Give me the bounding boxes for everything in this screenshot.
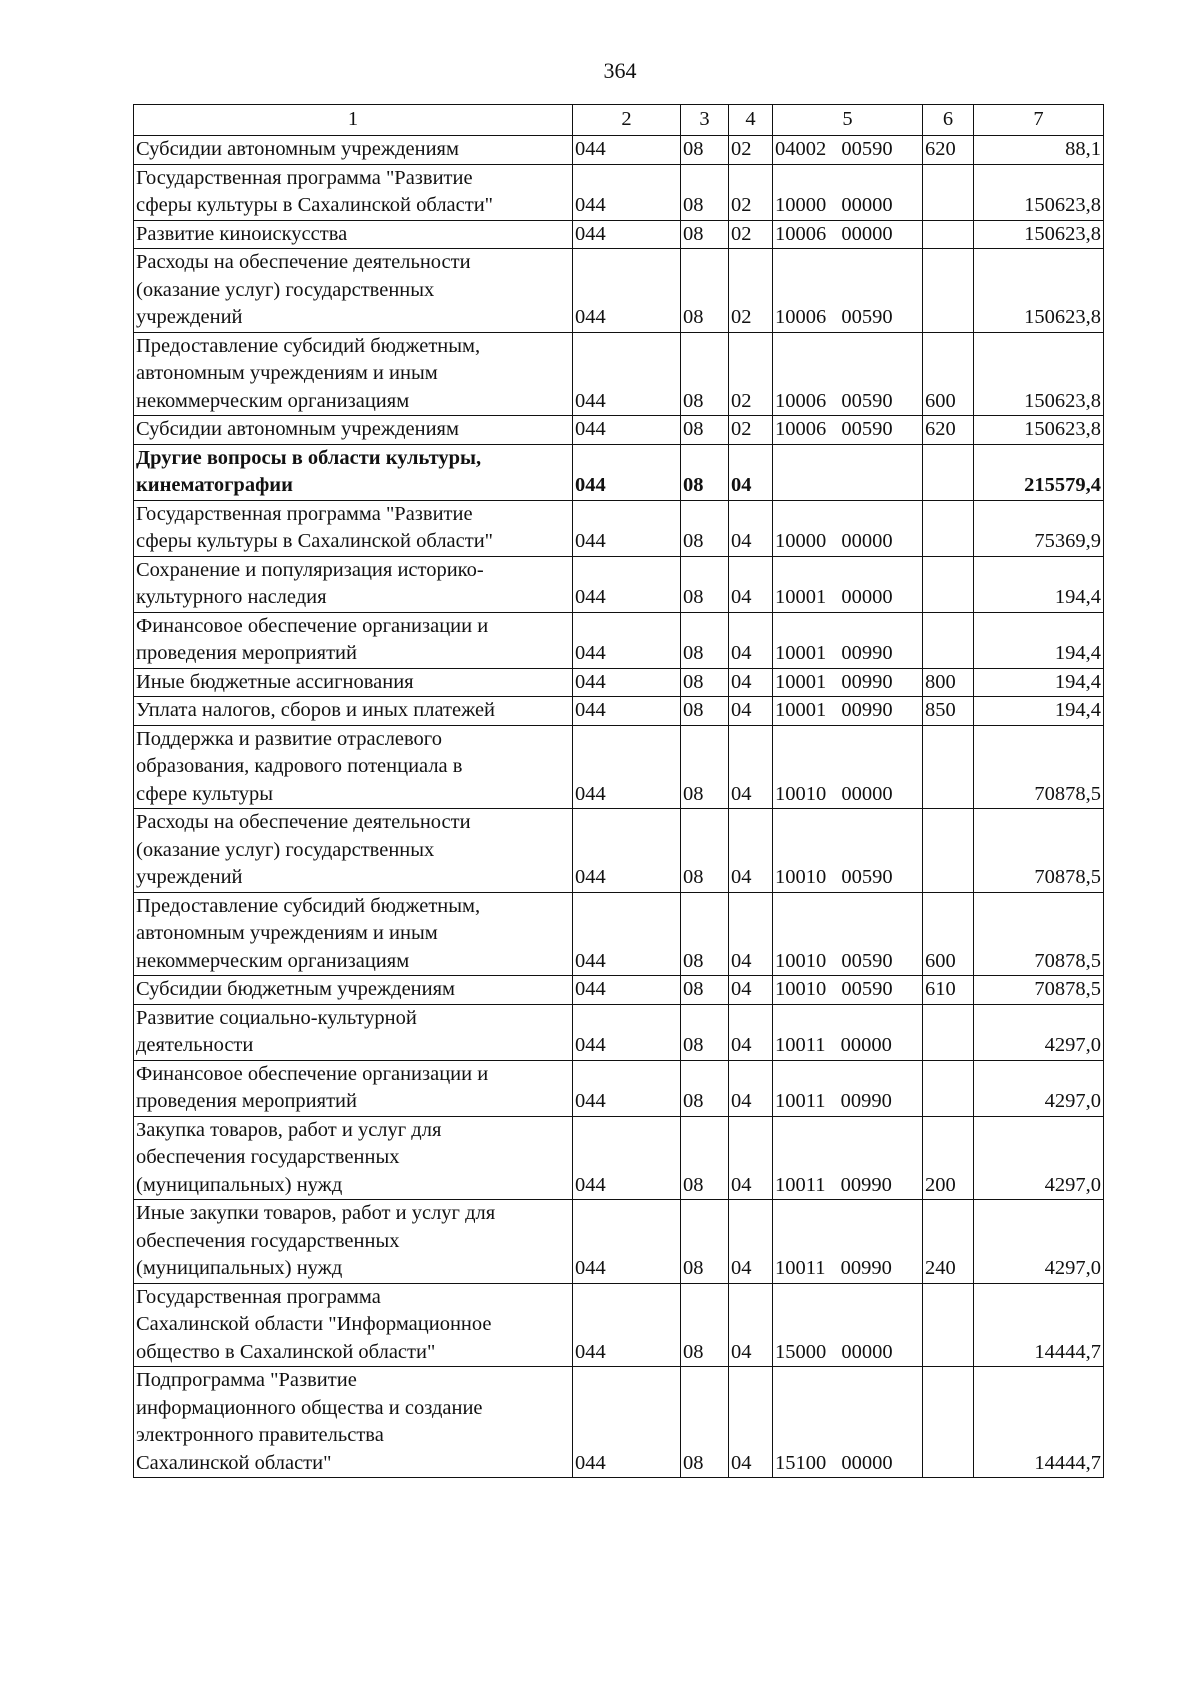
section-code-cell: 08	[681, 1283, 729, 1367]
section-code-cell: 08	[681, 1367, 729, 1478]
amount-cell: 4297,0	[974, 1116, 1104, 1200]
section-code-cell: 08	[681, 556, 729, 612]
target-article-cell: 10010 00000	[773, 725, 923, 809]
ministry-code-cell: 044	[573, 1116, 681, 1200]
subsection-code-cell: 04	[729, 976, 773, 1005]
item-name-cell	[134, 556, 573, 612]
section-code-cell: 08	[681, 976, 729, 1005]
item-name-line: Сахалинской области "Информационное	[136, 1313, 492, 1335]
amount-cell: 150623,8	[974, 249, 1104, 333]
expense-type-cell: 620	[923, 416, 974, 445]
item-name-line: (оказание услуг) государственных	[136, 838, 435, 861]
amount-cell: 14444,7	[974, 1367, 1104, 1478]
expense-type-cell	[923, 164, 974, 220]
expense-type-cell: 240	[923, 1200, 974, 1284]
table-row	[134, 1060, 1104, 1116]
item-name-cell	[134, 1200, 573, 1284]
item-name-line: Государственная программа	[136, 1285, 381, 1308]
subsection-code-cell: 04	[729, 556, 773, 612]
item-name-line: Развитие социально-культурной	[136, 1006, 417, 1029]
table-row	[134, 725, 1104, 809]
subsection-code-cell: 02	[729, 220, 773, 249]
item-name-line: Развитие киноискусства	[136, 222, 348, 245]
item-name-line: автономным учреждениям и иным	[136, 362, 438, 384]
expense-type-cell	[923, 500, 974, 556]
target-article-cell	[773, 444, 923, 500]
item-name-line: обеспечения государственных	[136, 1229, 400, 1252]
expense-type-cell	[923, 220, 974, 249]
expense-type-cell	[923, 444, 974, 500]
amount-cell: 150623,8	[974, 416, 1104, 445]
ministry-code-cell: 044	[573, 220, 681, 249]
amount-cell: 215579,4	[974, 444, 1104, 500]
ministry-code-cell: 044	[573, 809, 681, 893]
target-article-cell: 10001 00990	[773, 612, 923, 668]
expense-type-cell: 610	[923, 976, 974, 1005]
target-article-cell: 10001 00000	[773, 556, 923, 612]
item-name-line: электронного правительства	[136, 1424, 384, 1446]
table-row	[134, 976, 1104, 1005]
amount-cell: 70878,5	[974, 725, 1104, 809]
subsection-code-cell: 04	[729, 1367, 773, 1478]
item-name-line: Предоставление субсидий бюджетным,	[136, 334, 481, 357]
item-name-line: Поддержка и развитие отраслевого	[136, 727, 442, 750]
table-row	[134, 332, 1104, 416]
ministry-code-cell: 044	[573, 1060, 681, 1116]
target-article-cell: 10011 00990	[773, 1200, 923, 1284]
subsection-code-cell: 04	[729, 1060, 773, 1116]
table-row	[134, 220, 1104, 249]
section-code-cell: 08	[681, 1116, 729, 1200]
subsection-code-cell: 04	[729, 668, 773, 697]
target-article-cell: 15100 00000	[773, 1367, 923, 1478]
amount-cell: 75369,9	[974, 500, 1104, 556]
section-code-cell: 08	[681, 668, 729, 697]
section-code-cell: 08	[681, 1200, 729, 1284]
item-name-cell	[134, 136, 573, 165]
item-name-line: Иные закупки товаров, работ и услуг для	[136, 1202, 496, 1224]
expense-type-cell: 620	[923, 136, 974, 165]
ministry-code-cell: 044	[573, 1200, 681, 1284]
amount-cell: 150623,8	[974, 164, 1104, 220]
amount-cell: 70878,5	[974, 892, 1104, 976]
subsection-code-cell: 04	[729, 697, 773, 726]
budget-table	[133, 104, 1104, 1478]
column-header: 6	[923, 105, 974, 136]
expense-type-cell	[923, 1060, 974, 1116]
expense-type-cell	[923, 612, 974, 668]
expense-type-cell	[923, 1004, 974, 1060]
item-name-cell	[134, 1116, 573, 1200]
item-name-line: деятельности	[136, 1034, 254, 1056]
ministry-code-cell: 044	[573, 249, 681, 333]
target-article-cell: 10010 00590	[773, 976, 923, 1005]
amount-cell: 150623,8	[974, 220, 1104, 249]
item-name-cell	[134, 1367, 573, 1478]
table-row	[134, 1116, 1104, 1200]
item-name-line: кинематографии	[136, 474, 293, 496]
target-article-cell: 10010 00590	[773, 809, 923, 893]
column-header: 7	[974, 105, 1104, 136]
item-name-line: Уплата налогов, сборов и иных платежей	[136, 699, 496, 721]
ministry-code-cell: 044	[573, 892, 681, 976]
item-name-line: Государственная программа "Развитие	[136, 166, 473, 189]
expense-type-cell	[923, 809, 974, 893]
section-code-cell: 08	[681, 1004, 729, 1060]
ministry-code-cell: 044	[573, 416, 681, 445]
target-article-cell: 10006 00590	[773, 249, 923, 333]
target-article-cell: 15000 00000	[773, 1283, 923, 1367]
item-name-line: Финансовое обеспечение организации и	[136, 1062, 489, 1085]
table-row	[134, 416, 1104, 445]
subsection-code-cell: 04	[729, 500, 773, 556]
column-header: 5	[773, 105, 923, 136]
section-code-cell: 08	[681, 136, 729, 165]
table-row	[134, 1283, 1104, 1367]
target-article-cell: 10011 00990	[773, 1116, 923, 1200]
subsection-code-cell: 02	[729, 249, 773, 333]
item-name-line: Субсидии бюджетным учреждениям	[136, 978, 456, 1000]
item-name-cell	[134, 220, 573, 249]
item-name-cell	[134, 1060, 573, 1116]
item-name-line: (муниципальных) нужд	[136, 1173, 343, 1196]
target-article-cell: 10000 00000	[773, 164, 923, 220]
table-row	[134, 809, 1104, 893]
column-header: 2	[573, 105, 681, 136]
subsection-code-cell: 02	[729, 332, 773, 416]
target-article-cell: 10006 00590	[773, 332, 923, 416]
expense-type-cell: 800	[923, 668, 974, 697]
subsection-code-cell: 04	[729, 444, 773, 500]
item-name-cell	[134, 332, 573, 416]
item-name-cell	[134, 892, 573, 976]
item-name-cell	[134, 809, 573, 893]
item-name-cell	[134, 612, 573, 668]
expense-type-cell	[923, 725, 974, 809]
ministry-code-cell: 044	[573, 976, 681, 1005]
item-name-line: Субсидии автономным учреждениям	[136, 418, 459, 440]
target-article-cell: 10000 00000	[773, 500, 923, 556]
item-name-line: Закупка товаров, работ и услуг для	[136, 1118, 442, 1141]
item-name-line: сферы культуры в Сахалинской области"	[136, 530, 494, 552]
subsection-code-cell: 04	[729, 612, 773, 668]
column-number-header-row	[134, 105, 1104, 136]
item-name-line: проведения мероприятий	[136, 642, 357, 664]
item-name-line: Сохранение и популяризация историко-	[136, 558, 484, 581]
item-name-cell	[134, 1004, 573, 1060]
item-name-line: автономным учреждениям и иным	[136, 922, 438, 944]
item-name-cell	[134, 976, 573, 1005]
section-code-cell: 08	[681, 612, 729, 668]
subsection-code-cell: 04	[729, 1004, 773, 1060]
amount-cell: 194,4	[974, 697, 1104, 726]
item-name-cell	[134, 697, 573, 726]
section-code-cell: 08	[681, 249, 729, 333]
table-row	[134, 164, 1104, 220]
amount-cell: 14444,7	[974, 1283, 1104, 1367]
item-name-line: Субсидии автономным учреждениям	[136, 138, 459, 160]
table-row	[134, 697, 1104, 726]
target-article-cell: 10010 00590	[773, 892, 923, 976]
table-row	[134, 556, 1104, 612]
ministry-code-cell: 044	[573, 1004, 681, 1060]
table-row	[134, 612, 1104, 668]
item-name-line: проведения мероприятий	[136, 1090, 357, 1112]
item-name-line: некоммерческим организациям	[136, 949, 410, 972]
item-name-line: Расходы на обеспечение деятельности	[136, 811, 471, 833]
expense-type-cell: 600	[923, 892, 974, 976]
item-name-cell	[134, 668, 573, 697]
section-code-cell: 08	[681, 164, 729, 220]
expense-type-cell	[923, 249, 974, 333]
item-name-line: сферы культуры в Сахалинской области"	[136, 194, 494, 216]
section-code-cell: 08	[681, 444, 729, 500]
amount-cell: 70878,5	[974, 809, 1104, 893]
subsection-code-cell: 04	[729, 809, 773, 893]
item-name-cell	[134, 1283, 573, 1367]
ministry-code-cell: 044	[573, 332, 681, 416]
section-code-cell: 08	[681, 416, 729, 445]
item-name-line: Государственная программа "Развитие	[136, 502, 473, 525]
subsection-code-cell: 04	[729, 725, 773, 809]
subsection-code-cell: 04	[729, 1116, 773, 1200]
item-name-line: Финансовое обеспечение организации и	[136, 614, 489, 637]
expense-type-cell: 850	[923, 697, 974, 726]
section-code-cell: 08	[681, 220, 729, 249]
section-code-cell: 08	[681, 332, 729, 416]
item-name-line: (муниципальных) нужд	[136, 1257, 343, 1279]
subsection-code-cell: 02	[729, 164, 773, 220]
item-name-line: культурного наследия	[136, 586, 327, 608]
item-name-line: Расходы на обеспечение деятельности	[136, 251, 471, 273]
item-name-cell	[134, 249, 573, 333]
section-code-cell: 08	[681, 1060, 729, 1116]
expense-type-cell	[923, 1283, 974, 1367]
item-name-line: некоммерческим организациям	[136, 389, 410, 412]
subsection-code-cell: 02	[729, 416, 773, 445]
ministry-code-cell: 044	[573, 697, 681, 726]
subsection-code-cell: 04	[729, 1200, 773, 1284]
amount-cell: 150623,8	[974, 332, 1104, 416]
section-code-cell: 08	[681, 809, 729, 893]
ministry-code-cell: 044	[573, 612, 681, 668]
expense-type-cell: 600	[923, 332, 974, 416]
subsection-code-cell: 04	[729, 1283, 773, 1367]
ministry-code-cell: 044	[573, 556, 681, 612]
ministry-code-cell: 044	[573, 668, 681, 697]
page-number: 364	[603, 58, 637, 83]
target-article-cell: 10006 00000	[773, 220, 923, 249]
table-row	[134, 1367, 1104, 1478]
expense-type-cell	[923, 556, 974, 612]
item-name-line: учреждений	[136, 306, 243, 328]
expense-type-cell	[923, 1367, 974, 1478]
target-article-cell: 10011 00000	[773, 1004, 923, 1060]
item-name-line: Подпрограмма "Развитие	[136, 1369, 357, 1391]
section-code-cell: 08	[681, 697, 729, 726]
table-row	[134, 136, 1104, 165]
target-article-cell: 10001 00990	[773, 668, 923, 697]
item-name-cell	[134, 416, 573, 445]
table-row	[134, 892, 1104, 976]
subsection-code-cell: 02	[729, 136, 773, 165]
item-name-cell	[134, 164, 573, 220]
ministry-code-cell: 044	[573, 500, 681, 556]
table-row	[134, 1200, 1104, 1284]
item-name-line: Иные бюджетные ассигнования	[136, 670, 414, 693]
ministry-code-cell: 044	[573, 164, 681, 220]
ministry-code-cell: 044	[573, 444, 681, 500]
amount-cell: 4297,0	[974, 1060, 1104, 1116]
item-name-line: обеспечения государственных	[136, 1146, 400, 1168]
amount-cell: 4297,0	[974, 1004, 1104, 1060]
ministry-code-cell: 044	[573, 725, 681, 809]
item-name-line: (оказание услуг) государственных	[136, 278, 435, 301]
item-name-line: информационного общества и создание	[136, 1396, 483, 1419]
column-header: 4	[729, 105, 773, 136]
item-name-line: Сахалинской области"	[136, 1451, 332, 1474]
table-row	[134, 249, 1104, 333]
table-row	[134, 668, 1104, 697]
amount-cell: 88,1	[974, 136, 1104, 165]
table-row	[134, 500, 1104, 556]
amount-cell: 194,4	[974, 668, 1104, 697]
item-name-line: Предоставление субсидий бюджетным,	[136, 894, 481, 917]
amount-cell: 70878,5	[974, 976, 1104, 1005]
item-name-line: образования, кадрового потенциала в	[136, 755, 463, 777]
target-article-cell: 10011 00990	[773, 1060, 923, 1116]
section-code-cell: 08	[681, 500, 729, 556]
ministry-code-cell: 044	[573, 1367, 681, 1478]
section-code-cell: 08	[681, 892, 729, 976]
expense-type-cell: 200	[923, 1116, 974, 1200]
amount-cell: 194,4	[974, 556, 1104, 612]
item-name-cell	[134, 500, 573, 556]
table-row	[134, 1004, 1104, 1060]
item-name-line: сфере культуры	[136, 782, 273, 805]
target-article-cell: 04002 00590	[773, 136, 923, 165]
column-header: 1	[134, 105, 573, 136]
item-name-line: учреждений	[136, 866, 243, 888]
table-row	[134, 444, 1104, 500]
column-header: 3	[681, 105, 729, 136]
section-code-cell: 08	[681, 725, 729, 809]
ministry-code-cell: 044	[573, 1283, 681, 1367]
item-name-cell	[134, 725, 573, 809]
target-article-cell: 10001 00990	[773, 697, 923, 726]
item-name-cell	[134, 444, 573, 500]
ministry-code-cell: 044	[573, 136, 681, 165]
item-name-line: Другие вопросы в области культуры,	[136, 446, 482, 469]
subsection-code-cell: 04	[729, 892, 773, 976]
item-name-line: общество в Сахалинской области"	[136, 1340, 436, 1363]
amount-cell: 194,4	[974, 612, 1104, 668]
target-article-cell: 10006 00590	[773, 416, 923, 445]
amount-cell: 4297,0	[974, 1200, 1104, 1284]
